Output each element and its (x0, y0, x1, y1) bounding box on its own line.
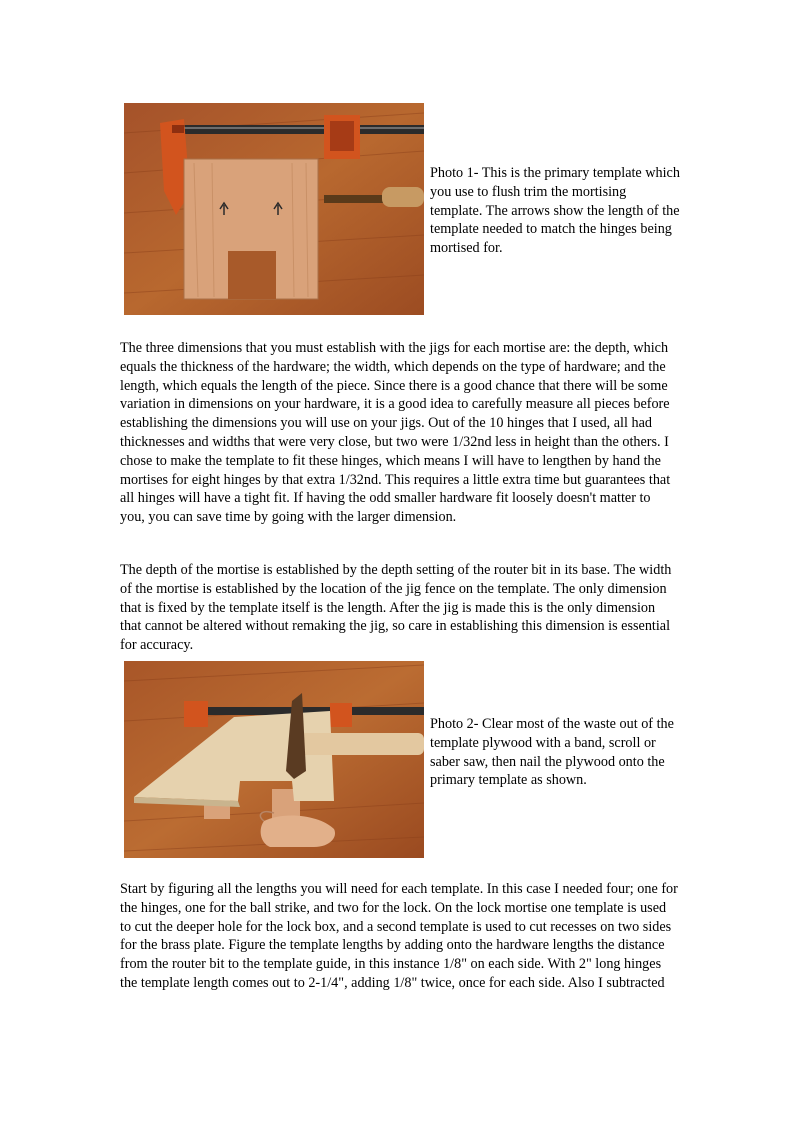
photo-1-primary-template (124, 103, 424, 315)
body-paragraph-3: Start by figuring all the lengths you will need for each template. In this case I needed four; one for the hinges, one for the ball strike, and two for the lock. On the lock mortise one template is used to cut the deeper hole for the lock box, and a second template is used to cut recesses on two sides for the brass plate. Figure the template lengths by adding onto the hardware lengths the distance from the router bit to the template guide, in this instance 1/8" on each side. With 2" long hinges the template length comes out to 2-1/4", adding 1/8" twice, once for each side. Also I subtracted (120, 881, 678, 991)
body-paragraph-1: The three dimensions that you must establish with the jigs for each mortise are: the depth, which equals the thickness of the hardware; the width, which depends on the type of hardware; and the length, which equals the length of the piece. Since there is a good chance that there will be some variation in dimensions on your hardware, it is a good idea to carefully measure all pieces before establishing the dimensions you will use on your jigs. Out of the 10 hinges that I used, all had thicknesses and widths that were very close, but two were 1/32nd less in height than the others. I chose to make the template to fit these hinges, which means I will have to lengthen by hand the mortises for eight hinges by that extra 1/32nd. This requires a little extra time but guarantees that all hinges will have a tight fit. If having the odd smaller hardware fit loosely doesn't matter to you, you can save time by going with the larger dimension. (120, 340, 671, 526)
photo-2-caption: Photo 2- Clear most of the waste out of the template plywood with a band, scroll or saber saw, then nail the plywood onto the primary template as shown. (430, 716, 674, 789)
photo-1-caption: Photo 1- This is the primary template which you use to flush trim the mortising template. The arrows show the length of the template needed to match the hinges being mortised for. (430, 165, 680, 257)
body-paragraph-2: The depth of the mortise is established by the depth setting of the router bit in its base. The width of the mortise is established by the location of the jig fence on the template. The only dimension that is fixed by the template itself is the length. After the jig is made this is the only dimension that cannot be altered without remaking the jig, so care in establishing this dimension is essential for accuracy. (120, 562, 672, 654)
photo-2-nailing-plywood (124, 661, 424, 858)
